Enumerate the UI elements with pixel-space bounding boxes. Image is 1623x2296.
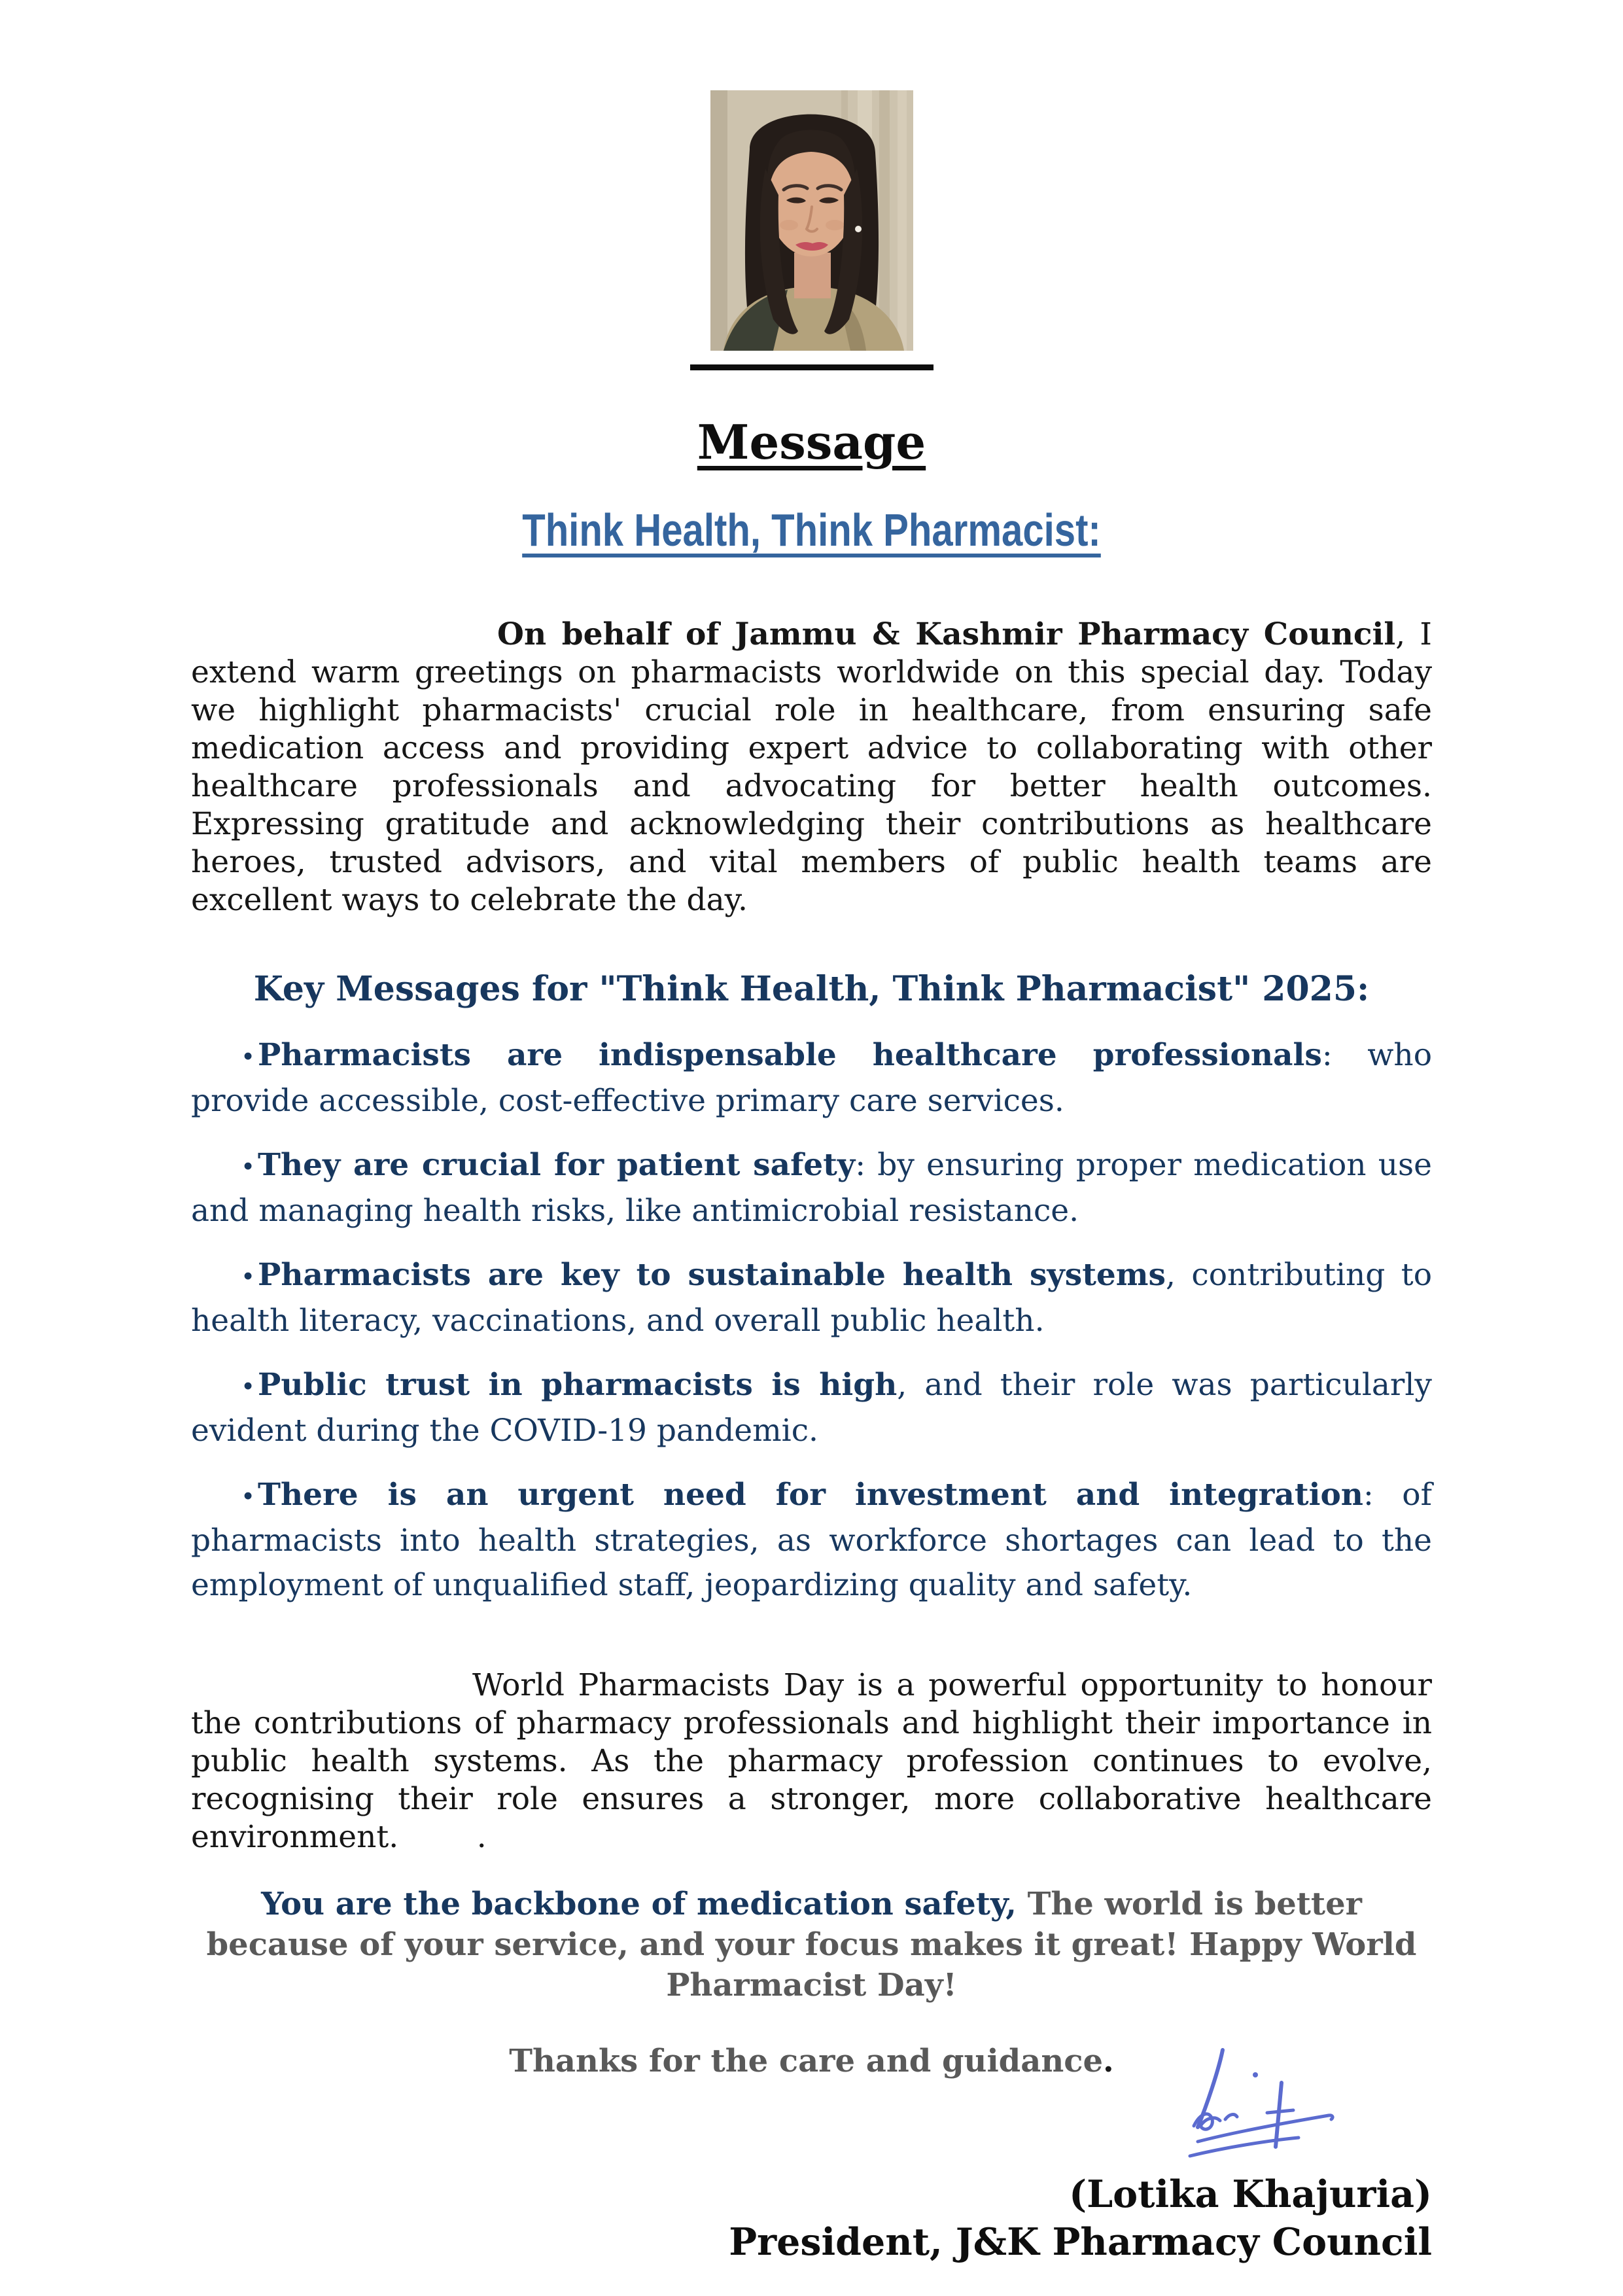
page-title-text: Message bbox=[697, 414, 926, 470]
theme-heading bbox=[296, 502, 1327, 559]
thanks-period: . bbox=[1103, 2042, 1114, 2079]
farewell-navy-text: You are the backbone of medication safety, bbox=[261, 1885, 1017, 1922]
page-title bbox=[191, 416, 1432, 468]
key-messages-heading: Key Messages for "Think Health, Think Pharmacist" 2025: bbox=[253, 968, 1370, 1009]
intro-bold-lead: On behalf of Jammu & Kashmir Pharmacy Council bbox=[497, 616, 1396, 652]
signer-block bbox=[191, 2170, 1432, 2266]
key-message-text: : by ensuring proper medication use and managing health risks, like antimicrobial resistance. bbox=[191, 1146, 1432, 1229]
key-message-item bbox=[191, 1363, 1432, 1453]
bullet-marker: • bbox=[241, 1262, 256, 1291]
key-message-item bbox=[191, 1143, 1432, 1233]
key-message-item bbox=[191, 1253, 1432, 1343]
portrait-photo-art bbox=[710, 90, 913, 351]
bullet-marker: • bbox=[241, 1481, 256, 1511]
signature-art bbox=[1160, 2042, 1356, 2166]
photo-underline bbox=[690, 364, 934, 370]
key-message-item bbox=[191, 1033, 1432, 1123]
key-message-bold: Pharmacists are indispensable healthcare professionals bbox=[258, 1036, 1322, 1073]
theme-heading-text: Think Health, Think Pharmacist: bbox=[522, 504, 1101, 556]
intro-paragraph-text: , I extend warm greetings on pharmacists worldwide on this special day. Today we highlight pharmacists' crucial role in healthcare, from ensuring safe medication access and providing expert advice to collaborating with other healthcare professionals and advocating for better health outcomes. Expressing gratitude and acknowledging their contributions as healthcare heroes, trusted advisors, and vital members of public health teams are excellent ways to celebrate the day. bbox=[191, 616, 1432, 918]
intro-paragraph bbox=[191, 616, 1432, 919]
closing-paragraph: World Pharmacists Day is a powerful opportunity to honour the contributions of pharmacy professionals and highlight their importance in public health systems. As the pharmacy profession continues to evolve, recognising their role ensures a stronger, more collaborative healthcare environment. . bbox=[191, 1667, 1432, 1855]
bullet-marker: • bbox=[241, 1371, 256, 1401]
key-message-bold: They are crucial for patient safety bbox=[258, 1146, 856, 1183]
portrait-photo bbox=[710, 90, 913, 351]
key-message-item bbox=[191, 1473, 1432, 1608]
key-message-bold: Pharmacists are key to sustainable health systems bbox=[258, 1256, 1166, 1293]
key-message-text: , contributing to health literacy, vaccinations, and overall public health. bbox=[191, 1256, 1432, 1339]
bullet-marker: • bbox=[241, 1042, 256, 1071]
signature bbox=[1160, 2042, 1356, 2166]
key-message-text: : who provide accessible, cost-effective primary care services. bbox=[191, 1036, 1432, 1119]
farewell-gray-text: The world is better because of your service, and your focus makes it great! Happy World Pharmacist Day! bbox=[206, 1885, 1417, 2004]
key-messages-list bbox=[191, 1033, 1432, 1608]
key-message-bold: Public trust in pharmacists is high bbox=[258, 1366, 898, 1403]
key-message-bold: There is an urgent need for investment and integration bbox=[258, 1476, 1363, 1513]
signer-title: President, J&K Pharmacy Council bbox=[729, 2219, 1432, 2264]
key-message-text: , and their role was particularly evident during the COVID-19 pandemic. bbox=[191, 1366, 1432, 1449]
thanks-text: Thanks for the care and guidance bbox=[509, 2042, 1104, 2079]
signer-name: (Lotika Khajuria) bbox=[1069, 2172, 1432, 2216]
bullet-marker: • bbox=[241, 1152, 256, 1181]
farewell-line bbox=[191, 1884, 1432, 2005]
key-message-text: : of pharmacists into health strategies, as workforce shortages can lead to the employment of unqualified staff, jeopardizing quality and safety. bbox=[191, 1476, 1432, 1603]
